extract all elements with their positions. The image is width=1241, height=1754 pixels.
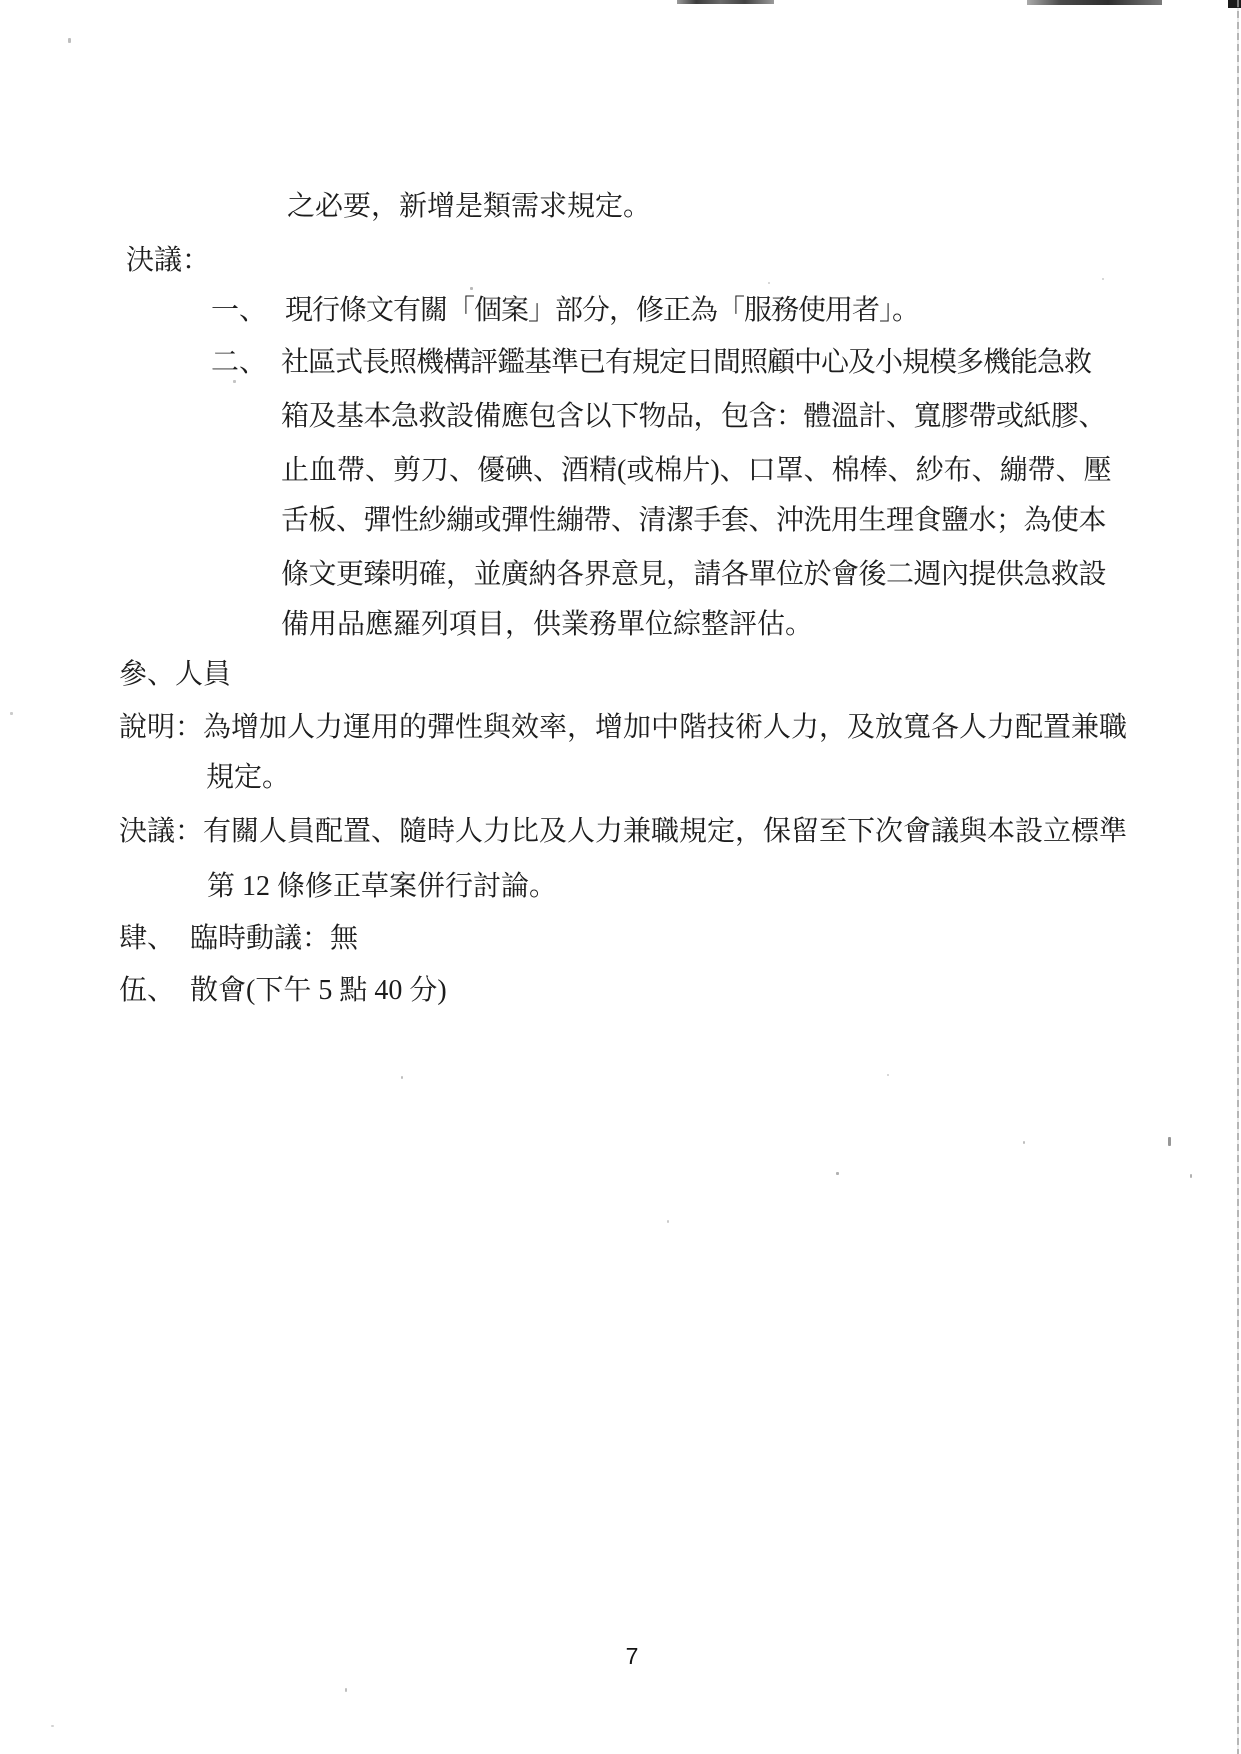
item-2-line-4: 舌板、彈性紗繃或彈性繃帶、清潔手套、沖洗用生理食鹽水；為使本	[281, 505, 1107, 536]
section-3-explain-line-1: 說明：為增加人力運用的彈性與效率，增加中階技術人力，及放寬各人力配置兼職	[119, 712, 1128, 743]
scan-speck	[10, 712, 13, 715]
scan-speck	[1190, 1174, 1192, 1178]
scan-edge-line	[1237, 0, 1239, 1754]
line-intro-continuation: 之必要，新增是類需求規定。	[287, 191, 652, 222]
scan-smudge-corner	[1228, 0, 1241, 8]
item-1-marker: 一、	[211, 295, 268, 326]
item-2-line-1: 社區式長照機構評鑑基準已有規定日間照顧中心及小規模多機能急救	[281, 347, 1092, 378]
item-2-marker: 二、	[211, 347, 268, 378]
section-3-decision-line-1: 決議：有關人員配置、隨時人力比及人力兼職規定，保留至下次會議與本設立標準	[119, 816, 1128, 847]
section-3-explain-line-2: 規定。	[206, 762, 291, 793]
scan-speck	[1023, 1141, 1025, 1144]
page-number: 7	[625, 1643, 639, 1669]
scan-speck	[68, 38, 71, 43]
section-4-text: 臨時動議：無	[190, 923, 359, 954]
section-5-marker: 伍、	[119, 975, 176, 1006]
scan-speck	[887, 1074, 889, 1076]
item-2-line-6: 備用品應羅列項目，供業務單位綜整評估。	[281, 609, 814, 640]
item-2-line-5: 條文更臻明確，並廣納各界意見，請各單位於會後二週內提供急救設	[281, 559, 1107, 590]
scan-speck	[470, 287, 473, 290]
scan-speck	[1168, 1137, 1171, 1146]
section-3-decision-line-2: 第 12 條修正草案併行討論。	[207, 871, 558, 902]
scan-speck	[51, 1725, 54, 1727]
decision-1-label: 決議：	[126, 245, 211, 276]
scan-speck	[345, 1688, 347, 1692]
scan-speck	[667, 1220, 669, 1223]
scan-speck	[836, 1172, 839, 1175]
scan-speck	[401, 1076, 403, 1079]
scan-smudge-top-bar-2	[1027, 0, 1162, 5]
item-1-text: 現行條文有關「個案」部分，修正為「服務使用者」。	[285, 295, 920, 326]
scan-speck	[768, 282, 770, 284]
section-5-text: 散會(下午 5 點 40 分)	[190, 975, 447, 1006]
scan-speck	[233, 380, 236, 383]
section-4-marker: 肆、	[119, 923, 176, 954]
scan-smudge-top-bar-1	[677, 0, 774, 4]
item-2-line-3: 止血帶、剪刀、優碘、酒精(或棉片)、口罩、棉棒、紗布、繃帶、壓	[281, 455, 1112, 486]
item-2-line-2: 箱及基本急救設備應包含以下物品，包含：體溫計、寬膠帶或紙膠、	[281, 401, 1107, 432]
section-3-heading: 參、人員	[119, 659, 232, 690]
scan-speck	[1102, 278, 1104, 280]
